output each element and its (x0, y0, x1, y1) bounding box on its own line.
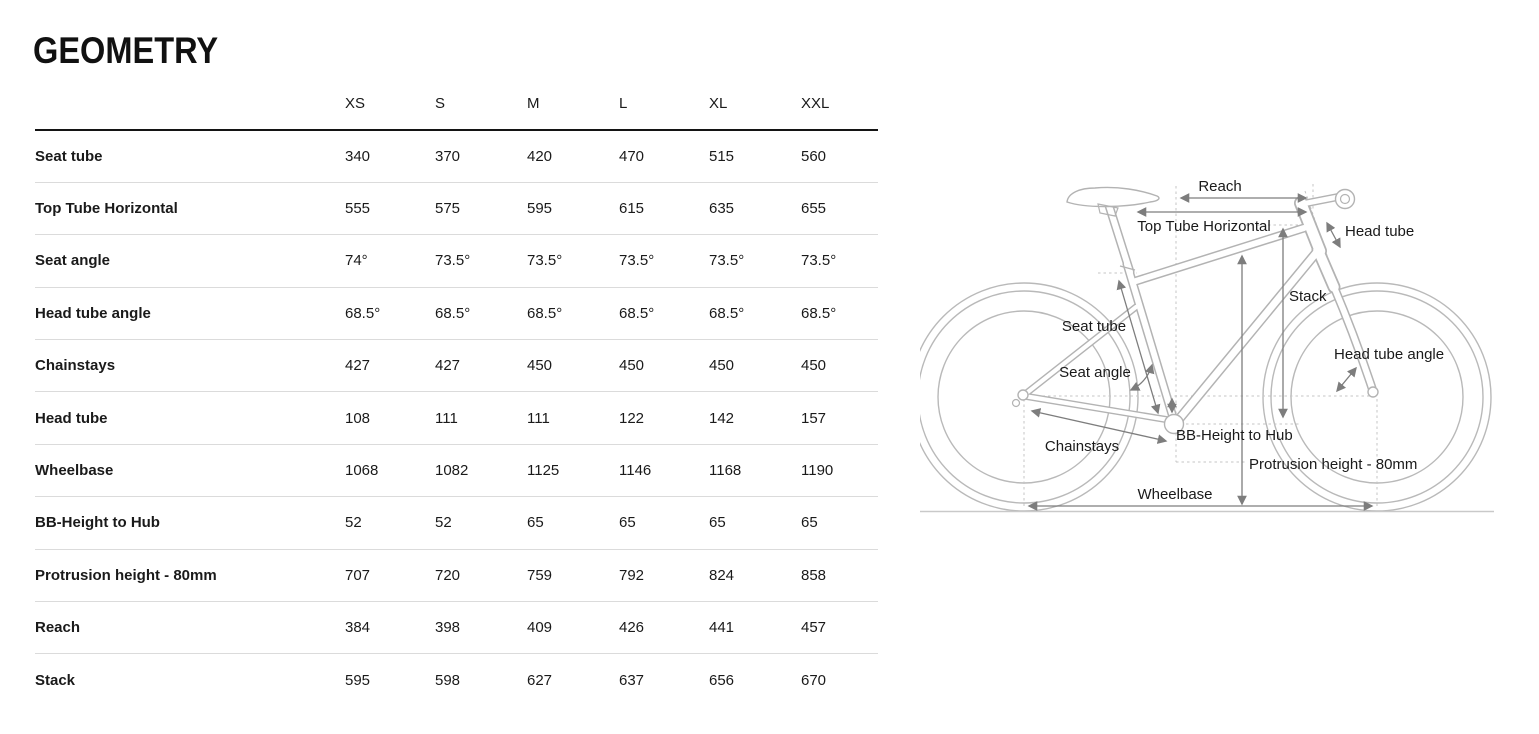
cell-value: 73.5° (619, 235, 709, 287)
cell-value: 1190 (801, 444, 878, 496)
cell-value: 111 (527, 392, 619, 444)
cell-value: 73.5° (435, 235, 527, 287)
cell-value: 52 (435, 497, 527, 549)
cell-value: 656 (709, 671, 735, 689)
saddle (1067, 187, 1159, 206)
cell-value: 68.5° (801, 287, 878, 339)
row-label: Stack (35, 671, 76, 689)
row-label: Seat angle (35, 235, 345, 287)
cell-value: 384 (345, 602, 435, 654)
cell-value: 1068 (345, 444, 435, 496)
cell-value: 1125 (527, 444, 619, 496)
size-header-xs: XS (345, 78, 435, 130)
cell-value: 74° (345, 235, 435, 287)
cell-value: 68.5° (619, 287, 709, 339)
cell-value: 1082 (435, 444, 527, 496)
seat-angle-label: Seat angle (1059, 364, 1131, 381)
cell-value: 555 (345, 182, 435, 234)
size-header-l: L (619, 78, 709, 130)
cell-value: 858 (801, 549, 878, 601)
cell-value: 73.5° (801, 235, 878, 287)
cell-value: 427 (345, 340, 435, 392)
row-label: Wheelbase (35, 444, 345, 496)
handlebar (1336, 190, 1355, 209)
table-row (35, 497, 878, 549)
reach-label: Reach (1198, 178, 1242, 195)
cell-value: 409 (527, 602, 619, 654)
cell-value: 759 (527, 549, 619, 601)
cell-value: 1168 (709, 444, 801, 496)
size-header-xl: XL (709, 78, 801, 130)
top-tube-horizontal-label: Top Tube Horizontal (1137, 218, 1271, 235)
row-label: Protrusion height - 80mm (35, 549, 345, 601)
cell-value: 450 (619, 340, 709, 392)
page-title: GEOMETRY (33, 30, 219, 71)
cell-value: 73.5° (709, 235, 801, 287)
row-label: Reach (35, 602, 345, 654)
cell-value: 157 (801, 392, 878, 444)
cell-value: 450 (709, 340, 801, 392)
cell-value: 65 (527, 497, 619, 549)
cell-value: 595 (527, 182, 619, 234)
size-header-xxl: XXL (801, 78, 878, 130)
geometry-table (35, 78, 878, 706)
bike-geometry-diagram (920, 140, 1539, 530)
cell-value: 420 (527, 130, 619, 182)
cell-value: 398 (435, 602, 527, 654)
cell-value: 68.5° (435, 287, 527, 339)
cell-value: 824 (709, 549, 801, 601)
stack-label: Stack (1289, 288, 1327, 305)
size-header-s: S (435, 78, 527, 130)
cell-value: 426 (619, 602, 709, 654)
bb-height-to-hub-label: BB-Height to Hub (1176, 427, 1293, 444)
rear-derailleur (1013, 400, 1020, 407)
cell-value: 598 (435, 671, 461, 689)
cell-value: 450 (527, 340, 619, 392)
table-row (35, 392, 878, 444)
cell-value: 595 (345, 671, 371, 689)
cell-value: 68.5° (709, 287, 801, 339)
table-row (35, 182, 878, 234)
table-row (35, 235, 878, 287)
front-dropout (1368, 387, 1378, 397)
row-label: Top Tube Horizontal (35, 182, 345, 234)
head-tube-angle-label: Head tube angle (1334, 346, 1445, 363)
table-row (35, 340, 878, 392)
cell-value: 615 (619, 182, 709, 234)
cell-value: 635 (709, 182, 801, 234)
head-tube-label: Head tube (1345, 223, 1415, 240)
rear-hub (1018, 390, 1028, 400)
cell-value: 1146 (619, 444, 709, 496)
cell-value: 73.5° (527, 235, 619, 287)
cell-value: 707 (345, 549, 435, 601)
cell-value: 720 (435, 549, 527, 601)
cell-value: 670 (801, 671, 827, 689)
cell-value: 142 (709, 392, 801, 444)
cell-value: 637 (619, 671, 645, 689)
row-label: BB-Height to Hub (35, 497, 345, 549)
table-row (35, 130, 878, 182)
protrusion-height-label: Protrusion height - 80mm (1249, 456, 1418, 473)
cell-value: 575 (435, 182, 527, 234)
table-row (35, 287, 878, 339)
seat-tube-label: Seat tube (1061, 318, 1127, 335)
cell-value: 441 (709, 602, 801, 654)
cell-value: 65 (801, 497, 878, 549)
cell-value: 68.5° (527, 287, 619, 339)
cell-value: 108 (345, 392, 435, 444)
size-header-row (35, 78, 878, 130)
cell-value: 560 (801, 130, 878, 182)
row-label: Seat tube (35, 130, 345, 182)
chainstays-label: Chainstays (1044, 438, 1120, 455)
table-row (35, 444, 878, 496)
wheelbase-label: Wheelbase (1137, 486, 1213, 503)
row-label: Chainstays (35, 340, 345, 392)
cell-value: 450 (801, 340, 878, 392)
empty-header-cell (35, 78, 345, 130)
table-row (35, 549, 878, 601)
cell-value: 65 (709, 497, 801, 549)
row-label: Head tube angle (35, 287, 345, 339)
cell-value: 65 (619, 497, 709, 549)
table-row (35, 602, 878, 654)
cell-value: 515 (709, 130, 801, 182)
cell-value: 655 (801, 182, 878, 234)
cell-value: 370 (435, 130, 527, 182)
size-header-m: M (527, 78, 619, 130)
table-row (35, 654, 878, 706)
row-label: Head tube (35, 392, 345, 444)
cell-value: 122 (619, 392, 709, 444)
cell-value: 340 (345, 130, 435, 182)
cell-value: 427 (435, 340, 527, 392)
cell-value: 627 (527, 671, 553, 689)
cell-value: 792 (619, 549, 709, 601)
cell-value: 457 (801, 602, 878, 654)
cell-value: 68.5° (345, 287, 435, 339)
cell-value: 470 (619, 130, 709, 182)
cell-value: 52 (345, 497, 435, 549)
cell-value: 111 (435, 392, 527, 444)
